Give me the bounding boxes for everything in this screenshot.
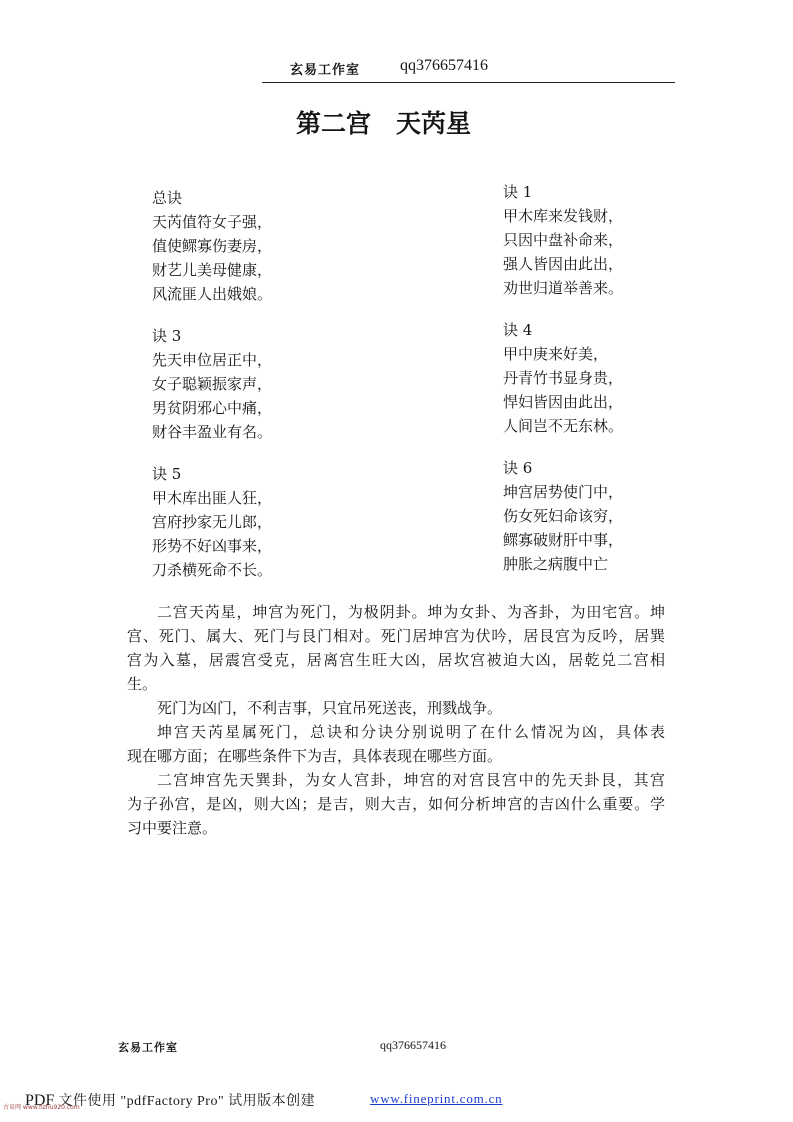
- verse-column-left: [152, 186, 352, 600]
- verse-heading: 总诀: [152, 189, 183, 207]
- verse-line: 宫府抄家无儿郎，: [152, 513, 273, 531]
- paragraph: [127, 768, 665, 840]
- verse-line: 伤女死妇命该穷，: [503, 507, 624, 525]
- header-qq-number: qq376657416: [400, 57, 488, 74]
- verse-line: 甲中庚来好美，: [503, 345, 609, 363]
- verse-heading: 诀 1: [503, 183, 533, 201]
- paragraph-line: 宫为入墓，居震宫受克，居离宫生旺大凶，居坎宫被迫大凶，居乾兑二宫相: [127, 651, 665, 669]
- verse-line: 丹青竹书显身贵，: [503, 369, 624, 387]
- verse-line: 劝世归道举善来。: [503, 279, 624, 297]
- paragraph-line: 坤宫天芮星属死门，总诀和分诀分别说明了在什么情况为凶，具体表: [157, 723, 665, 741]
- paragraph: [127, 696, 665, 720]
- paragraph-line: 二宫天芮星，坤宫为死门，为极阴卦。坤为女卦、为吝卦，为田宅宫。坤: [157, 603, 665, 621]
- paragraph-line: 死门为凶门，不利吉事，只宜吊死送丧，刑戮战争。: [157, 699, 503, 717]
- verse-line: 天芮值符女子强，: [152, 213, 273, 231]
- verse-heading: 诀 3: [152, 327, 182, 345]
- paragraph: [127, 720, 665, 768]
- verse-block: [503, 180, 703, 300]
- pdf-notice-text: 文件使用 "pdfFactory Pro" 试用版本创建: [58, 1094, 316, 1109]
- verse-heading: 诀 6: [503, 459, 533, 477]
- verse-line: 坤宫居势使门中，: [503, 483, 624, 501]
- body-text: [127, 600, 665, 840]
- page-title: 第二宫 天芮星: [296, 109, 472, 138]
- paragraph-line: 生。: [127, 675, 158, 693]
- footer-studio-name: 玄易工作室: [118, 1041, 178, 1054]
- paragraph-line: 二宫坤宫先天巽卦，为女人宫卦，坤宫的对宫艮宫中的先天卦艮，其宫: [157, 771, 665, 789]
- verse-heading: 诀 4: [503, 321, 533, 339]
- verse-line: 值使鳏寡伤妻房，: [152, 237, 273, 255]
- verse-line: 甲木库出匪人狂，: [152, 489, 273, 507]
- header-rule: [262, 82, 675, 83]
- verse-line: 只因中盘补命来，: [503, 231, 624, 249]
- verse-line: 形势不好凶事来，: [152, 537, 273, 555]
- paragraph-line: 宫、死门、属大、死门与艮门相对。死门居坤宫为伏吟，居艮宫为反吟，居巽: [127, 627, 665, 645]
- verse-line: 财艺儿美母健康，: [152, 261, 273, 279]
- verse-line: 鳏寡破财肝中事，: [503, 531, 624, 549]
- footer-qq-number: qq376657416: [380, 1038, 446, 1052]
- paragraph-line: 为子孙宫，是凶，则大凶；是吉，则大吉，如何分析坤宫的吉凶什么重要。学: [127, 795, 665, 813]
- verse-line: 悍妇皆因由此出，: [503, 393, 624, 411]
- verse-block: [152, 462, 352, 582]
- paragraph-line: 现在哪方面；在哪些条件下为吉，具体表现在哪些方面。: [127, 747, 503, 765]
- verse-block: [503, 456, 703, 576]
- paragraph: [127, 600, 665, 696]
- paragraph-line: 习中要注意。: [127, 819, 218, 837]
- verse-heading: 诀 5: [152, 465, 182, 483]
- verse-line: 先天申位居正中，: [152, 351, 273, 369]
- verse-line: 刀杀横死命不长。: [152, 561, 273, 579]
- tiny-watermark: 古易网 www.fizhu920.com: [3, 1104, 80, 1111]
- verse-line: 风流匪人出娥娘。: [152, 285, 273, 303]
- verse-block: [152, 324, 352, 444]
- verse-line: 肿胀之病腹中亡: [503, 555, 609, 573]
- verse-line: 财谷丰盈业有名。: [152, 423, 273, 441]
- fineprint-link[interactable]: www.fineprint.com.cn: [370, 1091, 503, 1106]
- verse-column-right: [503, 180, 703, 594]
- pdf-notice-prefix: PDF: [25, 1092, 55, 1109]
- header-studio-name: 玄易工作室: [290, 63, 361, 78]
- verse-block: [152, 186, 352, 306]
- verse-line: 人间岂不无东林。: [503, 417, 624, 435]
- verse-line: 男贫阴邪心中痛，: [152, 399, 273, 417]
- verse-line: 女子聪颖振家声，: [152, 375, 273, 393]
- verse-block: [503, 318, 703, 438]
- verse-line: 甲木库来发钱财，: [503, 207, 624, 225]
- verse-line: 强人皆因由此出，: [503, 255, 624, 273]
